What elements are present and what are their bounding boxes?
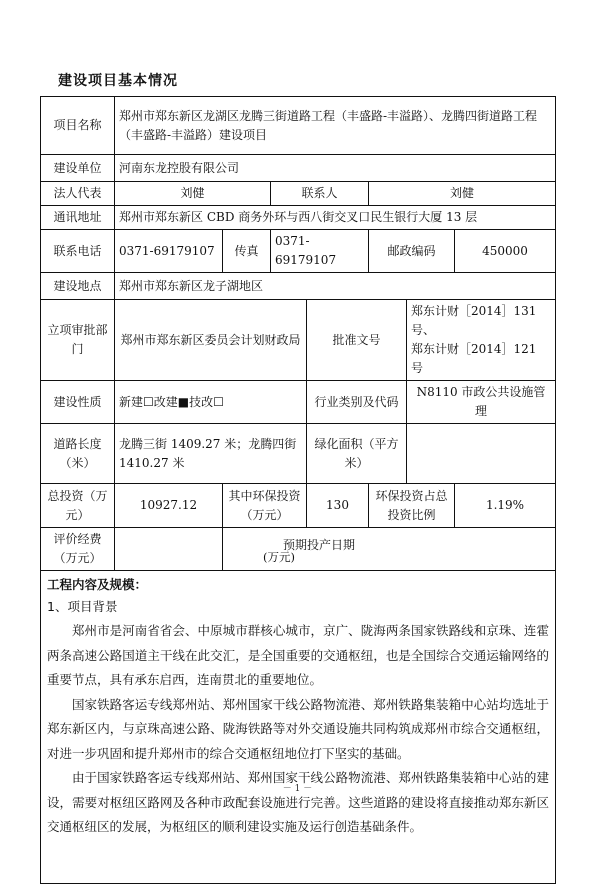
site-value: 郑州市郑东新区龙子湖地区 [115, 273, 556, 300]
section-heading: 工程内容及规模： [47, 577, 148, 592]
total-invest-value: 10927.12 [115, 484, 223, 528]
legal-rep-label: 法人代表 [41, 182, 115, 206]
approval-dept-value: 郑州市郑东新区委员会计划财政局 [115, 300, 307, 381]
approval-dept-label: 立项审批部门 [41, 300, 115, 381]
road-length-value: 龙腾三街 1409.27 米；龙腾四街 1410.27 米 [115, 424, 307, 484]
road-length-label: 道路长度（米） [41, 424, 115, 484]
nature-label: 建设性质 [41, 381, 115, 424]
fax-label: 传真 [223, 230, 271, 273]
postcode-label: 邮政编码 [369, 230, 455, 273]
site-label: 建设地点 [41, 273, 115, 300]
approval-no-line-1: 郑东计财［2014］131 号、 [411, 304, 537, 337]
address-value: 郑州市郑东新区 CBD 商务外环与西八街交叉口民生银行大厦 13 层 [115, 206, 556, 230]
phone-value: 0371-69179107 [115, 230, 223, 273]
postcode-value: 450000 [455, 230, 556, 273]
contact-label: 联系人 [271, 182, 369, 206]
green-area-value [407, 424, 556, 484]
approval-no-line-2: 郑东计财［2014］121 号 [411, 342, 537, 375]
background-paragraph-1: 郑州市是河南省省会、中原城市群核心城市，京广、陇海两条国家铁路线和京珠、连霍两条高速公路国道主干线在此交汇，是全国重要的交通枢纽，也是全国综合交通运输网络的重要节点，具有承东启西，连南贯北的重要地位。 [47, 623, 549, 687]
env-ratio-label: 环保投资占总投资比例 [369, 484, 455, 528]
address-label: 通讯地址 [41, 206, 115, 230]
section-subheading: 1、项目背景 [47, 599, 118, 614]
unit-label: 建设单位 [41, 155, 115, 182]
project-name-label: 项目名称 [41, 97, 115, 155]
start-date-note: (万元) [263, 549, 295, 564]
contact-value: 刘健 [369, 182, 556, 206]
nature-value: 新建☐改建■技改☐ [115, 381, 307, 424]
background-paragraph-2: 国家铁路客运专线郑州站、郑州国家干线公路物流港、郑州铁路集装箱中心站均选址于郑东新区内，与京珠高速公路、陇海铁路等对外交通设施共同构筑成郑州市综合交通枢纽，对进一步巩固和提升郑州市的综合交通枢纽地位打下坚实的基础。 [47, 696, 549, 761]
project-content-section [41, 571, 556, 884]
project-name-value: 郑州市郑东新区龙湖区龙腾三街道路工程（丰盛路-丰溢路）、龙腾四街道路工程（丰盛路-丰溢路）建设项目 [115, 97, 556, 155]
phone-label: 联系电话 [41, 230, 115, 273]
unit-value: 河南东龙控股有限公司 [115, 155, 556, 182]
start-date-cell [223, 528, 556, 571]
env-invest-value: 130 [307, 484, 369, 528]
background-paragraph-3: 由于国家铁路客运专线郑州站、郑州国家干线公路物流港、郑州铁路集装箱中心站的建设，需要对枢纽区路网及各种市政配套设施进行完善。这些道路的建设将直接推动郑东新区交通枢纽区的发展，为枢纽区的顺利建设实施及运行创造基础条件。 [47, 770, 549, 834]
legal-rep-value: 刘健 [115, 182, 271, 206]
total-invest-label: 总投资（万元） [41, 484, 115, 528]
env-invest-label: 其中环保投资（万元） [223, 484, 307, 528]
start-date-label: 预期投产日期 [283, 537, 356, 552]
project-info-table [40, 96, 556, 884]
industry-label: 行业类别及代码 [307, 381, 407, 424]
env-ratio-value: 1.19% [455, 484, 556, 528]
page-title: 建设项目基本情况 [58, 73, 178, 89]
page-number: － 1 － [282, 784, 313, 794]
green-area-label: 绿化面积（平方米） [307, 424, 407, 484]
eval-fee-value [115, 528, 223, 571]
approval-no-value [407, 300, 556, 381]
approval-no-label: 批准文号 [307, 300, 407, 381]
eval-fee-label: 评价经费（万元） [41, 528, 115, 571]
industry-value: N8110 市政公共设施管理 [407, 381, 556, 424]
fax-value: 0371-69179107 [271, 230, 369, 273]
